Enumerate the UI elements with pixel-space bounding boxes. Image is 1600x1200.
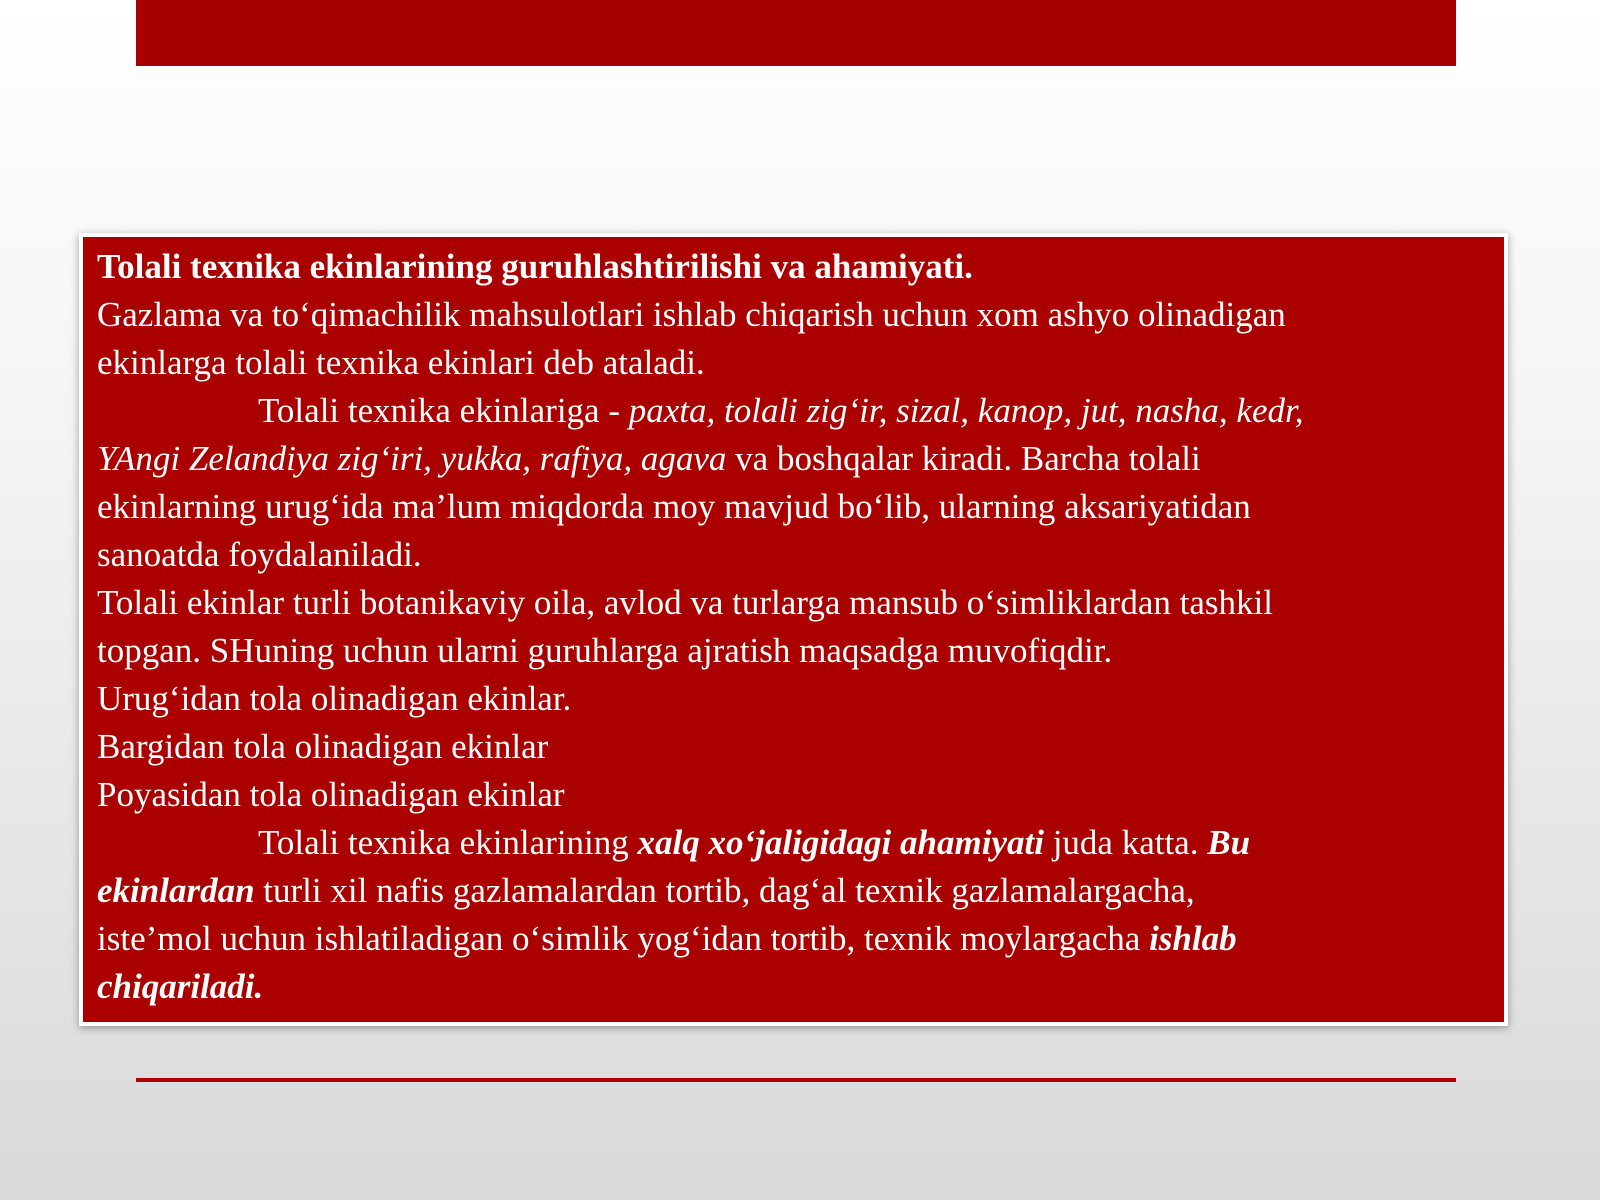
paragraph-2-line-2 — [97, 435, 1490, 483]
top-accent-band — [136, 0, 1456, 66]
crops-list-part-1: paxta, tolali zig‘ir, sizal, kanop, jut, nasha, kedr, — [628, 391, 1304, 430]
importance-emphasis: xalq xo‘jaligidagi ahamiyati — [637, 823, 1044, 862]
paragraph-4-line-4: chiqariladi. — [97, 967, 264, 1006]
crops-list-tail: va boshqalar kiradi. Barcha tolali — [726, 439, 1201, 478]
group-item-stem: Poyasidan tola olinadigan ekinlar — [97, 775, 565, 814]
group-item-seed: Urug‘idan tola olinadigan ekinlar. — [97, 679, 572, 718]
paragraph-1-line-1: Gazlama va to‘qimachilik mahsulotlari ishlab chiqarish uchun xom ashyo olinadigan — [97, 295, 1286, 334]
paragraph-3-line-1: Tolali ekinlar turli botanikaviy oila, avlod va turlarga mansub o‘simliklardan tashkil — [97, 583, 1273, 622]
importance-oils: iste’mol uchun ishlatiladigan o‘simlik yog‘idan tortib, texnik moylargacha — [97, 919, 1150, 958]
importance-ekinlardan: ekinlardan — [97, 871, 255, 910]
content-text-box — [83, 237, 1504, 1022]
paragraph-1-line-2: ekinlarga tolali texnika ekinlari deb ataladi. — [97, 343, 705, 382]
paragraph-2-line-4: sanoatda foydalaniladi. — [97, 535, 422, 574]
paragraph-4-line-2 — [97, 867, 1490, 915]
paragraph-3-line-2: topgan. SHuning uchun ularni guruhlarga ajratish maqsadga muvofiqdir. — [97, 631, 1113, 670]
content-frame — [79, 233, 1508, 1026]
paragraph-4-line-1 — [97, 819, 1490, 867]
importance-rest: juda katta. — [1043, 823, 1208, 862]
crops-list-part-2: YAngi Zelandiya zig‘iri, yukka, rafiya, agava — [97, 439, 727, 478]
slide-title: Tolali texnika ekinlarining guruhlashtirilishi va ahamiyati. — [97, 247, 973, 286]
bottom-accent-rule — [136, 1078, 1456, 1082]
importance-ishlab: ishlab — [1149, 919, 1237, 958]
importance-intro: Tolali texnika ekinlarining — [258, 823, 638, 862]
paragraph-4-line-3 — [97, 915, 1490, 963]
importance-bu: Bu — [1207, 823, 1251, 862]
crops-intro-text: Tolali texnika ekinlariga - — [258, 391, 629, 430]
paragraph-2-line-3: ekinlarning urug‘ida ma’lum miqdorda moy mavjud bo‘lib, ularning aksariyatidan — [97, 487, 1251, 526]
group-item-leaf: Bargidan tola olinadigan ekinlar — [97, 727, 549, 766]
paragraph-2-line-1 — [97, 387, 1490, 435]
importance-fabrics: turli xil nafis gazlamalardan tortib, dag‘al texnik gazlamalargacha, — [254, 871, 1195, 910]
